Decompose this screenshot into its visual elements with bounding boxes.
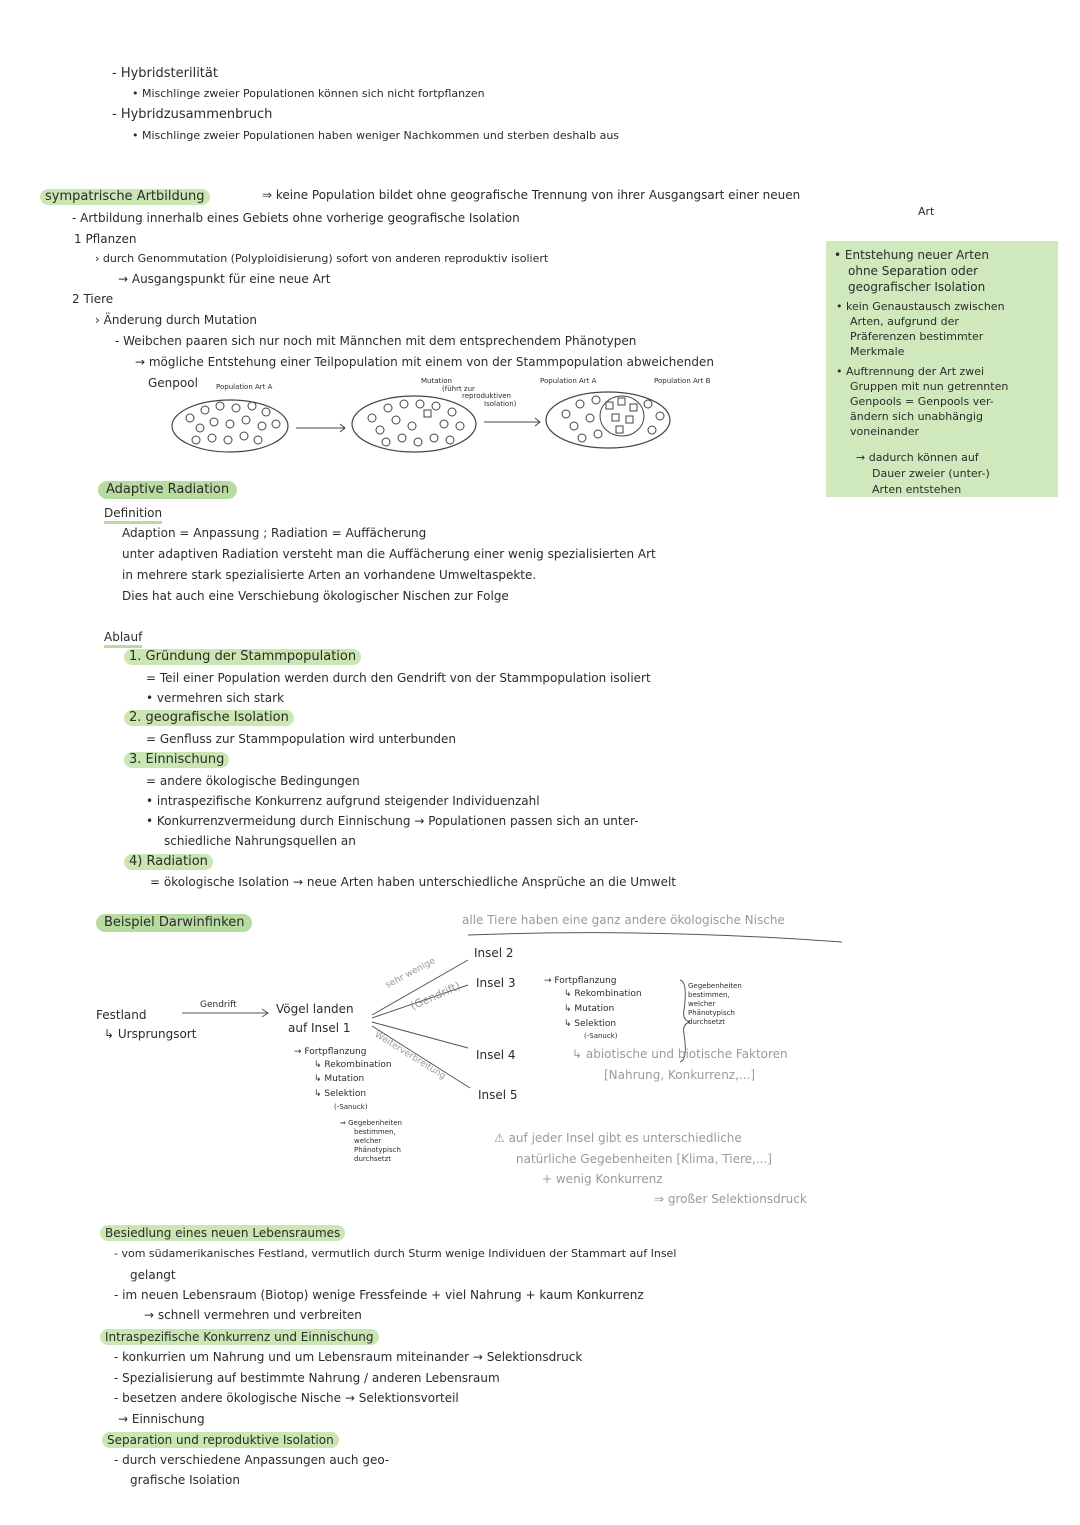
festland-label: Festland	[96, 1008, 147, 1022]
konkurrenz-heading: Intraspezifische Konkurrenz und Einnischung	[100, 1329, 379, 1345]
g-gegebenheiten: ⇒ Gegebenheiten	[340, 1119, 402, 1127]
ablauf-step3a: = andere ökologische Bedingungen	[146, 774, 360, 788]
r-mutation: ↳ Mutation	[564, 1004, 615, 1014]
adaptive-line3: in mehrere stark spezialisierte Arten an vorhandene Umweltaspekte.	[122, 568, 537, 582]
weiterverbreitung-label: Weiterverbreitung	[372, 1030, 448, 1082]
konkurrenz-line1: - konkurrien um Nahrung und um Lebensraum miteinander → Selektionsdruck	[114, 1350, 583, 1364]
ablauf-step1b: • vermehren sich stark	[146, 691, 285, 705]
diagram-mutation-label: Mutation	[421, 377, 452, 385]
sidebox-item4c: Arten entstehen	[872, 483, 962, 496]
besiedlung-heading: Besiedlung eines neuen Lebensraumes	[100, 1225, 345, 1241]
tiere-line1: › Änderung durch Mutation	[95, 313, 257, 327]
sidebox-item2d: Merkmale	[850, 345, 905, 358]
hybridsterilitaet-text: • Mischlinge zweier Populationen können sich nicht fortpflanzen	[132, 87, 485, 100]
sidebox-item3: • Auftrennung der Art zwei	[836, 365, 985, 378]
separation-line1: - durch verschiedene Anpassungen auch geo-	[114, 1453, 390, 1467]
besiedlung-line1: - vom südamerikanisches Festland, vermutlich durch Sturm wenige Individuen der Stammart auf Insel	[114, 1247, 677, 1260]
warn-line4: ⇒ großer Selektionsdruck	[654, 1192, 807, 1206]
tiere-line3: → mögliche Entstehung einer Teilpopulation mit einem von der Stammpopulation abweichenden	[135, 355, 714, 369]
ablauf-step2a: = Genfluss zur Stammpopulation wird unterbunden	[146, 732, 456, 746]
ablauf-step4a: = ökologische Isolation → neue Arten haben unterschiedliche Ansprüche an die Umwelt	[150, 875, 677, 889]
f-sanuck: (-Sanuck)	[334, 1103, 368, 1111]
diagram-pop-b-label: Population Art B	[654, 377, 711, 385]
pflanzen-label: 1 Pflanzen	[74, 232, 137, 246]
f-selektion: ↳ Selektion	[314, 1089, 367, 1099]
besiedlung-line2: - im neuen Lebensraum (Biotop) wenige Fressfeinde + viel Nahrung + kaum Konkurrenz	[114, 1288, 644, 1302]
rg-phaenotypisch: Phänotypisch	[688, 1009, 735, 1017]
sidebox-item3c: Genpools = Genpools ver-	[850, 395, 994, 408]
diagram-pop-a-label: Population Art A	[216, 383, 273, 391]
sehr-wenige-label: sehr wenige	[384, 956, 438, 991]
r-fortpflanzung: → Fortpflanzung	[544, 976, 617, 986]
adaptive-line2: unter adaptiven Radiation versteht man die Auffächerung einer wenig spezialisierten Art	[122, 547, 656, 561]
warn-line2: natürliche Gegebenheiten [Klima, Tiere,...]	[516, 1152, 772, 1166]
definition-label: Definition	[104, 505, 162, 524]
ablauf-step3b: • intraspezifische Konkurrenz aufgrund steigender Individuenzahl	[146, 794, 540, 808]
diagram-mutation-sub2: reproduktiven	[462, 392, 511, 400]
sidebox-item2: • kein Genaustausch zwischen	[836, 300, 1005, 313]
sympatrisch-line1: - Artbildung innerhalb eines Gebiets ohne vorherige geografische Isolation	[72, 211, 520, 225]
ablauf-step4: 4) Radiation	[124, 854, 213, 870]
rg-durchsetzt: durchsetzt	[688, 1018, 726, 1026]
sidebox-item1b: ohne Separation oder	[848, 264, 979, 278]
ablauf-step3c: • Konkurrenzvermeidung durch Einnischung → Populationen passen sich an unter-	[146, 814, 639, 828]
besiedlung-line1b: gelangt	[130, 1268, 176, 1282]
sidebox-item4b: Dauer zweier (unter-)	[872, 467, 990, 480]
g-phaenotypisch: Phänotypisch	[354, 1146, 401, 1154]
sympatrisch-definition: ⇒ keine Population bildet ohne geografische Trennung von ihrer Ausgangsart einer neuen	[262, 188, 801, 202]
insel-5: Insel 5	[478, 1088, 518, 1102]
sidebox-item1c: geografischer Isolation	[848, 280, 986, 294]
sidebox-item3b: Gruppen mit nun getrennten	[850, 380, 1009, 393]
sidebox-item2b: Arten, aufgrund der	[850, 315, 959, 328]
besiedlung-line3: → schnell vermehren und verbreiten	[144, 1308, 362, 1322]
tiere-line2: - Weibchen paaren sich nur noch mit Männchen mit dem entsprechendem Phänotypen	[115, 334, 637, 348]
population-ellipse-1	[172, 400, 288, 452]
g-bestimmen: bestimmen,	[354, 1128, 396, 1136]
warn-line3: + wenig Konkurrenz	[542, 1172, 663, 1186]
ursprungsort-label: ↳ Ursprungsort	[104, 1027, 197, 1041]
hybridzusammenbruch-text: • Mischlinge zweier Populationen haben weniger Nachkommen und sterben deshalb aus	[132, 129, 620, 142]
ablauf-step1a: = Teil einer Population werden durch den Gendrift von der Stammpopulation isoliert	[146, 671, 651, 685]
auf-insel-1: auf Insel 1	[288, 1021, 351, 1035]
insel-4: Insel 4	[476, 1048, 516, 1062]
pflanzen-line2: → Ausgangspunkt für eine neue Art	[118, 272, 331, 286]
warn-line1: ⚠ auf jeder Insel gibt es unterschiedliche	[494, 1131, 742, 1145]
f-rekombination: ↳ Rekombination	[314, 1060, 392, 1070]
r-sanuck: (-Sanuck)	[584, 1032, 618, 1040]
adaptive-line4: Dies hat auch eine Verschiebung ökologischer Nischen zur Folge	[122, 589, 509, 603]
sidebox-item3e: voneinander	[850, 425, 919, 438]
insel-2: Insel 2	[474, 946, 514, 960]
rg-bestimmen: bestimmen,	[688, 991, 730, 999]
hybridsterilitaet-heading: - Hybridsterilität	[112, 66, 218, 81]
f-mutation: ↳ Mutation	[314, 1074, 365, 1084]
sidebox-item3d: ändern sich unabhängig	[850, 410, 983, 423]
g-durchsetzt: durchsetzt	[354, 1155, 392, 1163]
gendrift-paren-label: (Gendrift)	[408, 979, 463, 1013]
pflanzen-line1: › durch Genommutation (Polyploidisierung) sofort von anderen reproduktiv isoliert	[95, 252, 549, 265]
adaptive-line1: Adaption = Anpassung ; Radiation = Auffächerung	[122, 526, 427, 540]
hybridzusammenbruch-heading: - Hybridzusammenbruch	[112, 107, 273, 122]
ablauf-label: Ablauf	[104, 629, 142, 648]
separation-heading: Separation und reproduktive Isolation	[102, 1432, 339, 1448]
diagram-pop-a2-label: Population Art A	[540, 377, 597, 385]
sympatrisch-definition-end: Art	[918, 205, 935, 218]
tiere-label: 2 Tiere	[72, 292, 114, 306]
konkurrenz-line4: → Einnischung	[118, 1412, 205, 1426]
f-fortpflanzung: → Fortpflanzung	[294, 1047, 367, 1057]
voegel-landen: Vögel landen	[276, 1002, 354, 1016]
sidebox-item4: → dadurch können auf	[856, 451, 979, 464]
ablauf-step3: 3. Einnischung	[124, 752, 229, 768]
sidebox-item1: • Entstehung neuer Arten	[834, 248, 989, 262]
gendrift-arrow-label: Gendrift	[200, 1000, 237, 1010]
konkurrenz-line2: - Spezialisierung auf bestimmte Nahrung / anderen Lebensraum	[114, 1371, 500, 1385]
sympatrisch-heading: sympatrische Artbildung	[40, 189, 210, 205]
ablauf-step1: 1. Gründung der Stammpopulation	[124, 649, 361, 665]
sidebox-item2c: Präferenzen bestimmter	[850, 330, 984, 343]
darwin-nische-note: alle Tiere haben eine ganz andere ökologische Nische	[462, 913, 785, 927]
diagram-mutation-sub3: Isolation)	[484, 400, 517, 408]
konkurrenz-line3: - besetzen andere ökologische Nische → Selektionsvorteil	[114, 1391, 459, 1405]
rg-welcher: welcher	[688, 1000, 716, 1008]
faktoren-line: ↳ abiotische und biotische Faktoren	[572, 1047, 788, 1061]
insel-3: Insel 3	[476, 976, 516, 990]
adaptive-radiation-heading: Adaptive Radiation	[98, 481, 237, 499]
ablauf-step3d: schiedliche Nahrungsquellen an	[164, 834, 356, 848]
rg-gegebenheiten: Gegebenheiten	[688, 982, 742, 990]
tiere-line4: Genpool	[148, 376, 198, 390]
r-rekombination: ↳ Rekombination	[564, 989, 642, 999]
separation-line2: grafische Isolation	[130, 1473, 240, 1487]
diagram-mutation-sub1: (führt zur	[442, 385, 475, 393]
ablauf-step2: 2. geografische Isolation	[124, 710, 294, 726]
r-selektion: ↳ Selektion	[564, 1019, 617, 1029]
darwin-heading: Beispiel Darwinfinken	[96, 914, 252, 932]
g-welcher: welcher	[354, 1137, 382, 1145]
faktoren-line2: [Nahrung, Konkurrenz,...]	[604, 1068, 756, 1082]
